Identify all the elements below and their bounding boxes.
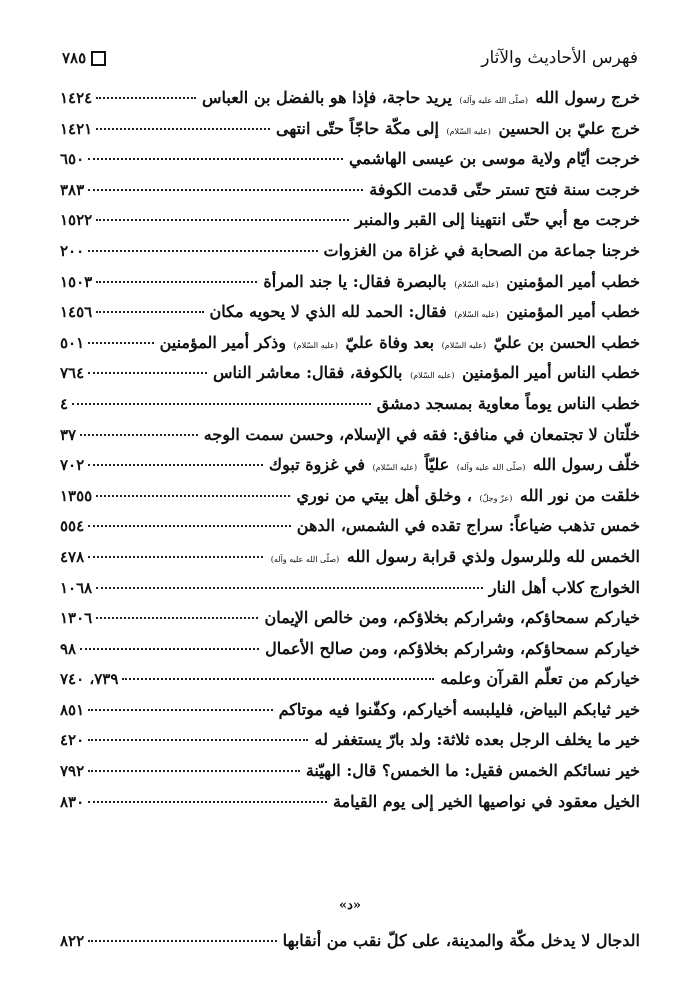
running-title: فهرس الأحاديث والآثار — [481, 48, 638, 68]
honorific: (عزّ وجلّ) — [479, 493, 513, 503]
page-reference: ٨٢٢ — [60, 932, 85, 950]
index-list-section-dal — [60, 926, 640, 957]
entry-text-segment: ، وخلق أهل بيتي من نوري — [296, 485, 472, 505]
dot-leader — [88, 940, 276, 942]
entry-text — [369, 175, 640, 206]
square-ornament-icon — [91, 51, 106, 66]
page-reference: ١٥٠٣ — [60, 272, 93, 291]
page-reference: ٧٣٩، ٧٤٠ — [60, 670, 119, 689]
entry-text — [265, 634, 640, 665]
entry-text-segment: خطب الناس يوماً معاوية بمسجد دمشق — [376, 393, 640, 413]
dot-leader — [96, 587, 483, 589]
section-letter-heading: «د» — [338, 898, 362, 913]
entry-text-segment: خلقت من نور الله — [519, 485, 640, 505]
entry-text — [296, 481, 640, 515]
entry-text-segment: خلّف رسول الله — [532, 455, 640, 475]
page-reference: ٧٠٢ — [60, 456, 85, 475]
dot-leader — [88, 770, 300, 772]
honorific: (صلّى الله عليه وآله) — [459, 96, 529, 105]
entry-text-segment: خياركم سمحاؤكم، وشراركم بخلاؤكم، ومن خالص الإيمان — [264, 608, 640, 628]
honorific: (عليه السّلام) — [446, 126, 491, 136]
dot-leader — [72, 403, 371, 405]
dot-leader — [80, 434, 198, 436]
entry-text — [283, 926, 640, 957]
entry-text-segment: بعد وفاة عليّ — [345, 332, 435, 352]
index-entry — [60, 358, 640, 389]
index-entry — [60, 542, 640, 573]
page-number-block — [62, 49, 106, 67]
index-entry — [60, 175, 640, 206]
index-entry — [60, 725, 640, 756]
entry-text-segment: خرج رسول الله — [535, 88, 640, 107]
dot-leader — [88, 342, 153, 344]
entry-text-segment: خلّتان لا تجتمعان في منافق: فقه في الإسلام، وحسن سمت الوجه — [203, 424, 640, 444]
entry-text — [333, 787, 640, 818]
entry-text — [204, 420, 640, 451]
page-reference: ٧٩٢ — [60, 762, 85, 781]
dot-leader — [88, 709, 272, 711]
index-entry — [60, 926, 640, 957]
entry-text-segment: خير نسائكم الخمس فقيل: ما الخمس؟ قال: الهيّنة — [305, 761, 640, 781]
dot-leader — [88, 158, 343, 160]
page-reference: ٢٠٠ — [60, 241, 85, 260]
entry-text-segment: خرج عليّ بن الحسين — [498, 118, 640, 138]
entry-text — [263, 267, 640, 301]
entry-text-segment: خطب الناس أمير المؤمنين — [462, 363, 640, 383]
honorific: (عليه السّلام) — [293, 340, 338, 350]
dot-leader — [122, 678, 434, 680]
page-reference: ١٣٠٦ — [60, 609, 93, 628]
index-entry — [60, 787, 640, 818]
page-reference: ٤ — [60, 394, 69, 413]
page-reference: ٥٠١ — [60, 333, 85, 352]
entry-text-segment: خرجت أيّام ولاية موسى بن عيسى الهاشمي — [348, 149, 640, 169]
page-reference: ٩٨ — [60, 639, 77, 658]
page-reference: ٣٧ — [60, 425, 77, 444]
entry-text-segment: خرجت مع أبي حتّى انتهينا إلى القبر والمنبر — [355, 210, 640, 230]
entry-text-segment: الدجال لا يدخل مكّة والمدينة، على كلّ نقب من أنقابها — [282, 931, 640, 950]
entry-text-segment: الخمس لله وللرسول ولذي قرابة رسول الله — [346, 546, 640, 566]
index-entry — [60, 573, 640, 604]
dot-leader — [88, 739, 308, 741]
entry-text-segment: بالبصرة فقال: يا جند المرأة — [263, 271, 447, 291]
dot-leader — [96, 219, 349, 221]
page-number: ٧٨٥ — [62, 49, 87, 67]
entry-text-segment: خرجت سنة فتح تستر حتّى قدمت الكوفة — [369, 179, 640, 199]
honorific: (صلّى الله عليه وآله) — [270, 554, 340, 564]
dot-leader — [88, 250, 317, 252]
entry-text-segment: الخيل معقود في نواصيها الخير إلى يوم القيامة — [332, 791, 640, 811]
entry-text-segment: إلى مكّة حاجّاً حتّى انتهى — [275, 118, 439, 138]
index-entry — [60, 420, 640, 451]
page-reference: ٤٢٠ — [60, 731, 85, 750]
entry-text-segment: في غزوة تبوك — [268, 455, 366, 475]
honorific: (عليه السّلام) — [410, 371, 455, 381]
entry-text — [269, 542, 640, 576]
dot-leader — [88, 556, 263, 558]
entry-text — [306, 756, 640, 787]
entry-text-segment: خير ما يخلف الرجل بعده ثلاثة: ولد بارّ يستغفر له — [314, 730, 640, 750]
entry-text — [202, 83, 640, 117]
page-reference: ٨٥١ — [60, 700, 85, 719]
entry-text-segment: وذكر أمير المؤمنين — [159, 332, 286, 352]
entry-text — [440, 664, 640, 695]
honorific: (عليه السّلام) — [372, 463, 418, 473]
entry-text-segment: الخوارج كلاب أهل النار — [488, 577, 640, 597]
page-reference: ١٤٢٤ — [60, 89, 93, 107]
entry-text — [324, 236, 640, 267]
entry-text — [349, 144, 640, 175]
index-entry — [60, 664, 640, 695]
page-reference: ٦٥٠ — [60, 150, 85, 169]
entry-text-segment: يريد حاجة، فإذا هو بالفضل بن العباس — [201, 88, 452, 107]
entry-text-segment: خير ثيابكم البياض، فليلبسه أخياركم، وكفّنوا فيه موتاكم — [278, 699, 640, 719]
entry-text-segment: خمس تذهب ضياعاً: سراج تقده في الشمس، الدهن — [296, 516, 640, 536]
entry-text — [279, 695, 640, 726]
index-entry — [60, 603, 640, 634]
page-reference: ١٥٢٢ — [60, 211, 93, 230]
entry-text — [276, 114, 640, 148]
dot-leader — [96, 617, 258, 619]
index-entry — [60, 144, 640, 175]
dot-leader — [96, 128, 270, 130]
dot-leader — [88, 372, 207, 374]
entry-text-segment: خياركم سمحاؤكم، وشراركم بخلاؤكم، ومن صالح الأعمال — [265, 638, 640, 658]
dot-leader — [96, 495, 290, 497]
entry-text-segment: خطب الحسن بن عليّ — [493, 332, 640, 352]
index-entry — [60, 205, 640, 236]
index-entry — [60, 328, 640, 359]
entry-text — [213, 358, 640, 392]
page-reference: ١٣٥٥ — [60, 486, 93, 505]
honorific: (صلّى الله عليه وآله) — [456, 463, 526, 473]
entry-text — [355, 205, 640, 236]
dot-leader — [88, 189, 363, 191]
entry-text-segment: بالكوفة، فقال: معاشر الناس — [212, 363, 403, 383]
index-entry — [60, 481, 640, 512]
index-list — [60, 83, 640, 817]
index-entry — [60, 450, 640, 481]
entry-text — [160, 328, 640, 362]
entry-text — [297, 511, 640, 542]
index-entry — [60, 83, 640, 114]
page-reference: ٨٣٠ — [60, 792, 85, 811]
dot-leader — [96, 311, 203, 313]
entry-text-segment: عليّاً — [424, 455, 450, 475]
entry-text — [489, 573, 640, 604]
honorific: (عليه السّلام) — [441, 340, 487, 350]
index-entry — [60, 236, 640, 267]
index-entry — [60, 267, 640, 298]
page-reference: ٤٧٨ — [60, 547, 85, 566]
honorific: (عليه السّلام) — [454, 279, 499, 289]
page-reference: ١٤٢١ — [60, 119, 93, 138]
page-reference: ٣٨٣ — [60, 180, 85, 199]
index-entry — [60, 756, 640, 787]
entry-text-segment: فقال: الحمد لله الذي لا يحويه مكان — [209, 302, 447, 322]
entry-text — [264, 603, 640, 634]
dot-leader — [96, 281, 257, 283]
page-reference: ٧٦٤ — [60, 364, 85, 383]
index-entry — [60, 634, 640, 665]
entry-text — [210, 297, 640, 331]
index-entry — [60, 114, 640, 145]
dot-leader — [96, 97, 196, 99]
entry-text-segment: خياركم من تعلّم القرآن وعلمه — [440, 669, 640, 689]
page-reference: ١٤٥٦ — [60, 303, 93, 322]
dot-leader — [88, 801, 327, 803]
index-entry — [60, 695, 640, 726]
index-entry — [60, 297, 640, 328]
entry-text — [377, 389, 640, 420]
index-entry — [60, 389, 640, 420]
entry-text-segment: خطب أمير المؤمنين — [506, 271, 640, 291]
dot-leader — [88, 464, 263, 466]
page-reference: ٥٥٤ — [60, 517, 85, 536]
entry-text-segment: خطب أمير المؤمنين — [506, 302, 640, 322]
index-entry — [60, 511, 640, 542]
entry-text — [269, 450, 640, 484]
entry-text-segment: خرجنا جماعة من الصحابة في غزاة من الغزوات — [323, 240, 640, 260]
entry-text — [314, 725, 640, 756]
page-reference: ١٠٦٨ — [60, 578, 93, 597]
dot-leader — [80, 648, 259, 650]
page-header — [62, 44, 638, 72]
dot-leader — [88, 525, 291, 527]
honorific: (عليه السّلام) — [454, 310, 499, 320]
